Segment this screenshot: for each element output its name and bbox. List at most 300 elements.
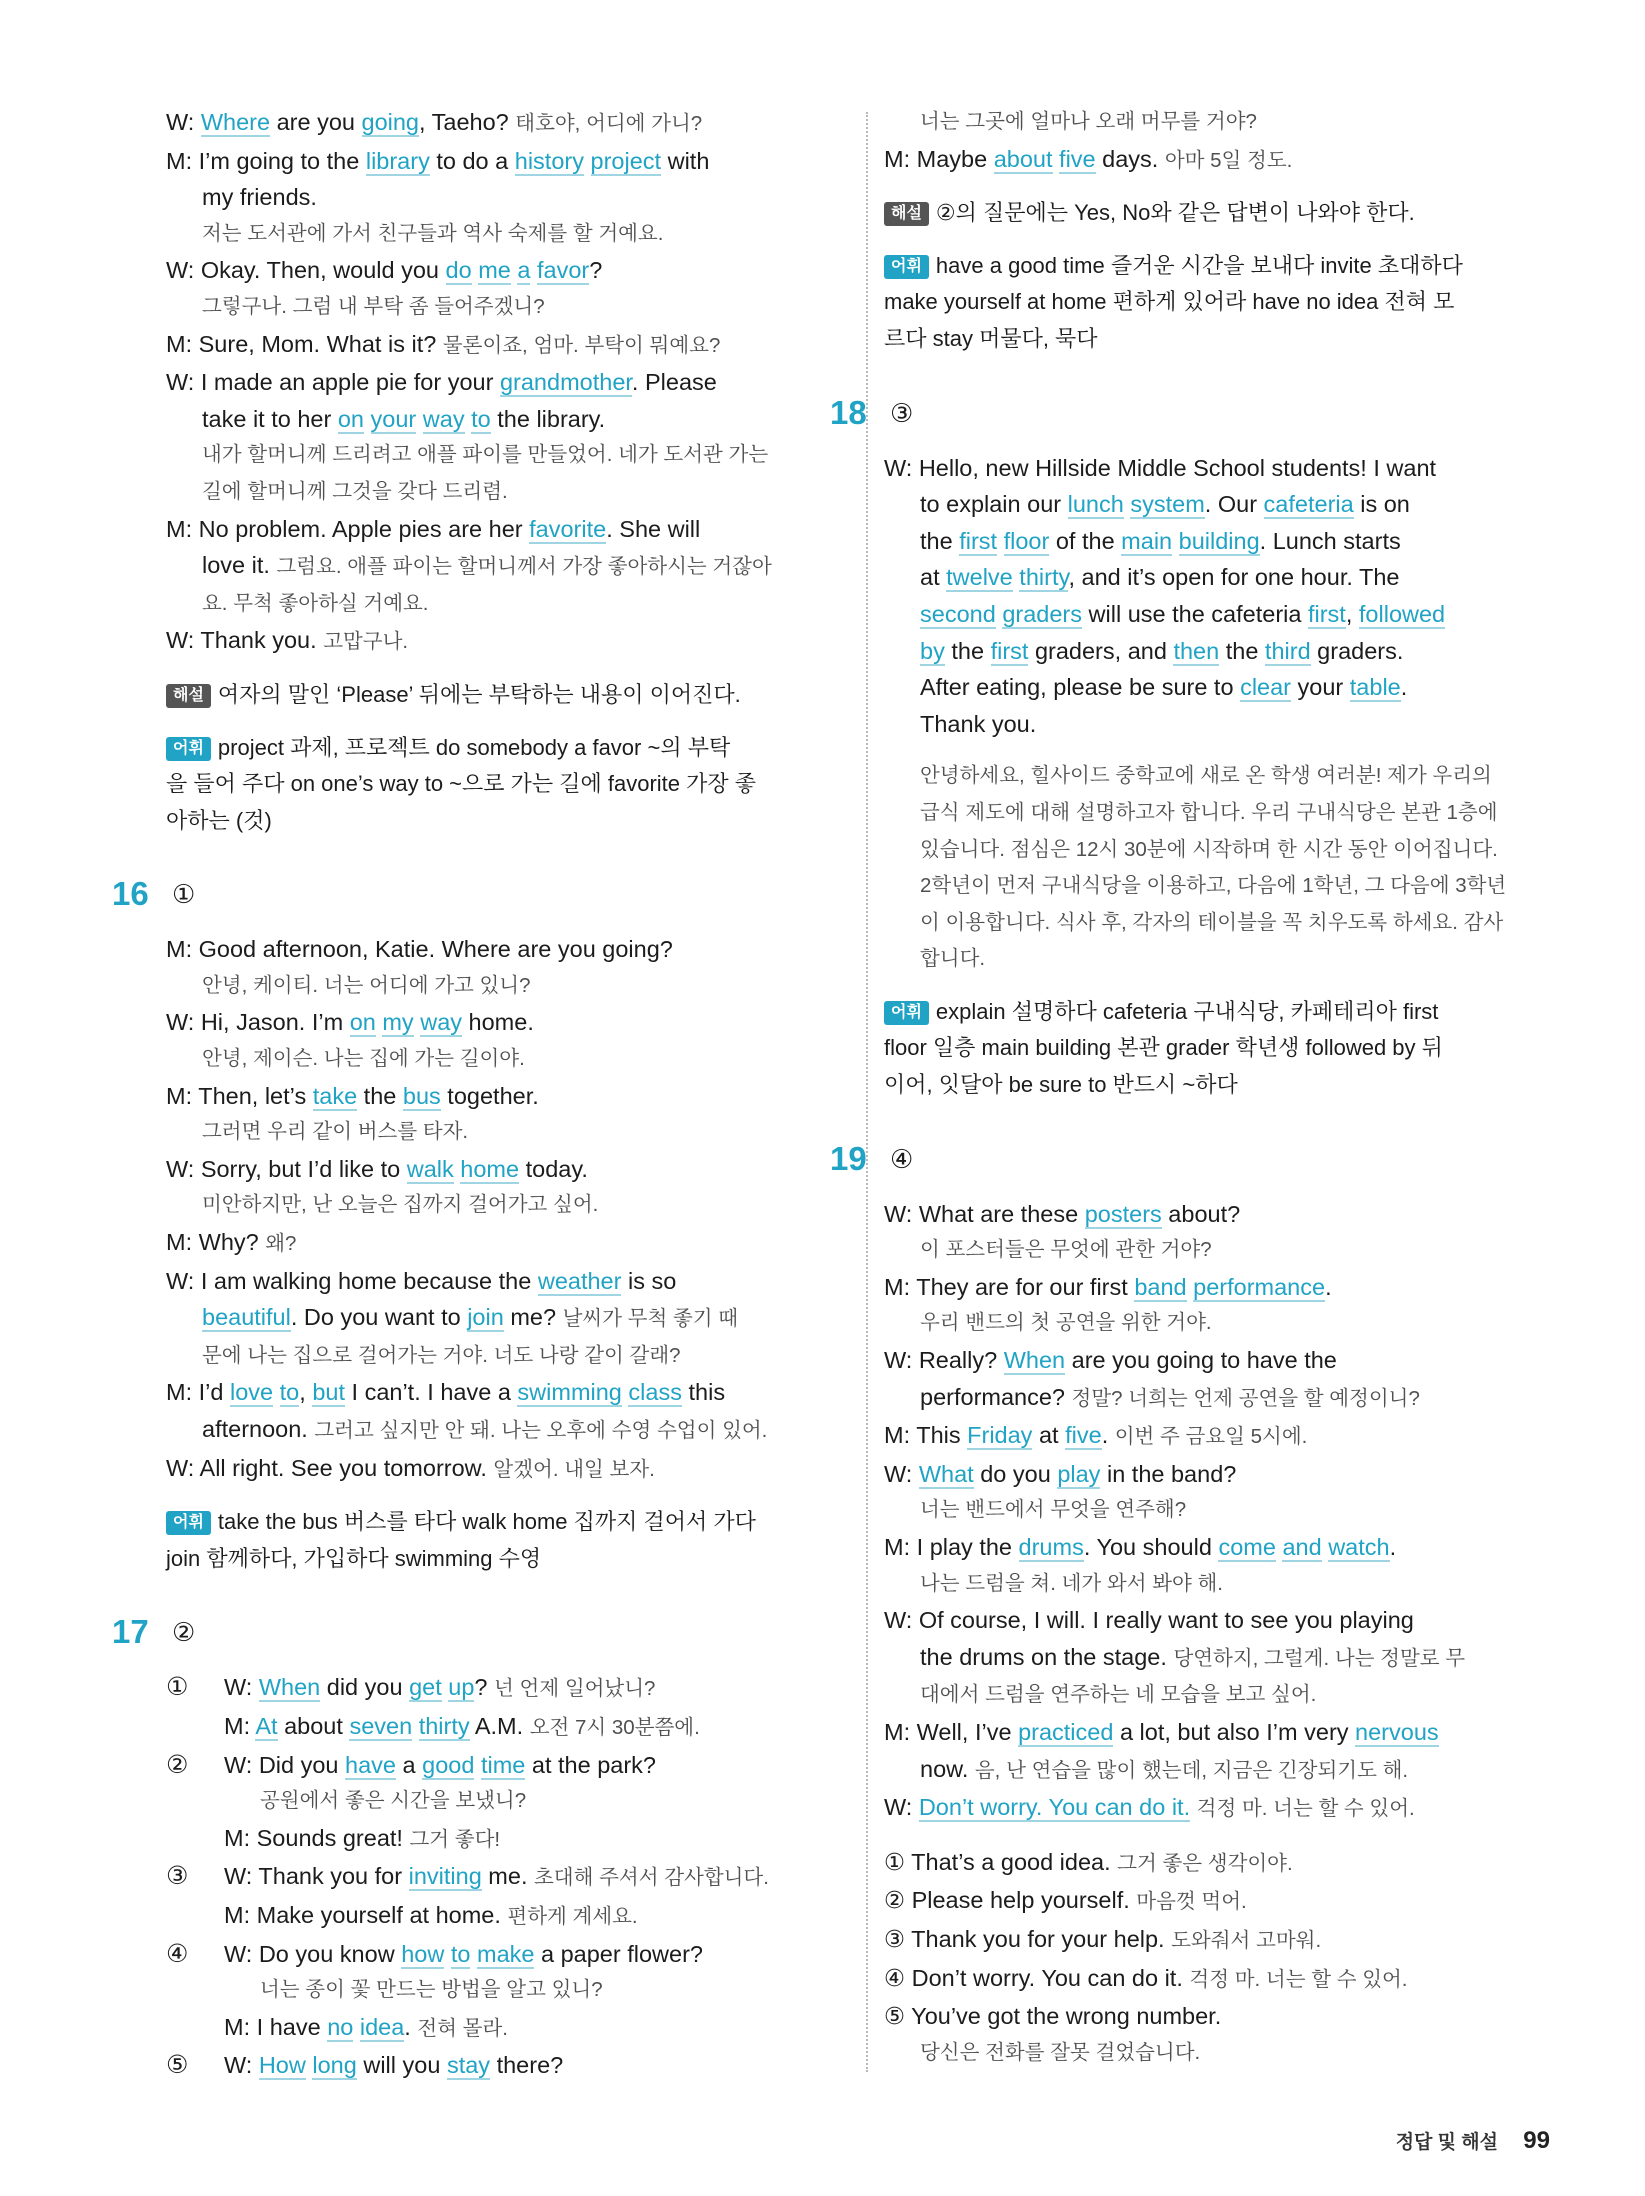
dialogue-line bbox=[884, 1789, 1580, 1828]
blank-answer: a bbox=[517, 257, 531, 284]
text: did you bbox=[320, 1674, 410, 1701]
translation-line bbox=[166, 1972, 858, 2009]
dialogue-16 bbox=[166, 931, 858, 1577]
blank-answer: cafeteria bbox=[1263, 491, 1354, 518]
text: about bbox=[277, 1712, 350, 1739]
translation-line bbox=[166, 968, 858, 1005]
dialogue-17-continued bbox=[884, 104, 1580, 358]
dialogue-line bbox=[166, 1299, 858, 1338]
dialogue-line bbox=[166, 622, 858, 661]
blank-answer: twelve bbox=[946, 564, 1013, 591]
translation-line bbox=[884, 868, 1580, 905]
text bbox=[474, 1752, 481, 1778]
dialogue-line bbox=[884, 1882, 1580, 1921]
text: W: bbox=[884, 1794, 919, 1821]
blank-answer: floor bbox=[1003, 527, 1050, 554]
text: W: Hello, new Hillside Middle School students! I want bbox=[884, 454, 1437, 481]
text: explain 설명하다 cafeteria 구내식당, 카페테리아 first bbox=[935, 998, 1439, 1024]
text: ① That’s a good idea. bbox=[884, 1848, 1118, 1875]
korean-translation: 너는 종이 꽃 만드는 방법을 알고 있니? bbox=[260, 1978, 603, 2002]
text: . bbox=[1325, 1273, 1332, 1300]
translation-line bbox=[884, 1677, 1580, 1714]
spacer bbox=[884, 742, 1580, 758]
dialogue-19 bbox=[884, 1196, 1580, 2072]
answer-mark: ② bbox=[172, 1617, 196, 1648]
dialogue-line bbox=[884, 1529, 1580, 1566]
translation-line bbox=[884, 905, 1580, 942]
blank-answer: posters bbox=[1084, 1200, 1162, 1227]
translation-line bbox=[166, 1783, 858, 1820]
spacer bbox=[884, 1828, 1580, 1844]
text: W: bbox=[166, 109, 201, 135]
translation-line bbox=[884, 832, 1580, 869]
dialogue-line bbox=[884, 1639, 1580, 1678]
note-line bbox=[166, 803, 858, 840]
translation-line bbox=[166, 586, 858, 623]
korean-translation: 왜? bbox=[265, 1232, 297, 1256]
text: graders. bbox=[1310, 637, 1404, 664]
blank-answer: Don’t worry. You can do it. bbox=[918, 1794, 1191, 1821]
korean-translation: 알겠어. 내일 보자. bbox=[493, 1457, 655, 1481]
dialogue-line bbox=[166, 1263, 858, 1300]
page-footer bbox=[1396, 2127, 1550, 2155]
translation-line bbox=[884, 104, 1580, 141]
korean-translation: 그거 좋은 생각이야. bbox=[1117, 1851, 1293, 1875]
blank-answer: have bbox=[345, 1751, 396, 1778]
text bbox=[412, 1713, 419, 1739]
note-line bbox=[884, 1067, 1580, 1104]
korean-translation: 문에 나는 집으로 걸어가는 거야. 너도 나랑 같이 갈래? bbox=[202, 1343, 681, 1367]
blank-answer: me bbox=[478, 257, 511, 284]
blank-answer: come bbox=[1218, 1534, 1276, 1560]
text: days. bbox=[1095, 145, 1165, 172]
translation-line bbox=[884, 1305, 1580, 1342]
dialogue-line bbox=[884, 1269, 1580, 1306]
dialogue-line bbox=[884, 633, 1580, 670]
blank-answer: third bbox=[1264, 637, 1311, 664]
text: is on bbox=[1353, 491, 1410, 518]
blank-answer: library bbox=[365, 147, 430, 174]
text: W: bbox=[224, 2052, 259, 2079]
blank-answer: project bbox=[590, 147, 662, 174]
korean-translation: 안녕, 제이슨. 나는 집에 가는 길이야. bbox=[202, 1047, 525, 1071]
blank-answer: stay bbox=[446, 2052, 491, 2079]
korean-translation: 공원에서 좋은 시간을 보냈니? bbox=[260, 1789, 527, 1813]
text: today. bbox=[519, 1155, 588, 1182]
note-badge: 어휘 bbox=[884, 255, 929, 279]
text: the drums on the stage. bbox=[920, 1643, 1174, 1670]
korean-translation: 길에 할머니께 그것을 갖다 드리렴. bbox=[202, 479, 508, 503]
blank-answer: up bbox=[448, 1674, 475, 1701]
dialogue-line bbox=[166, 547, 858, 586]
note-line bbox=[884, 994, 1580, 1031]
text: ② Please help yourself. bbox=[884, 1887, 1137, 1914]
korean-translation: 2학년이 먼저 구내식당을 이용하고, 다음에 1학년, 그 다음에 3학년 bbox=[920, 874, 1507, 898]
text: the bbox=[1219, 637, 1265, 664]
dialogue-line bbox=[166, 104, 858, 143]
dialogue-line bbox=[166, 326, 858, 365]
option-line bbox=[166, 1747, 858, 1784]
spacer bbox=[166, 714, 858, 730]
text bbox=[444, 1941, 451, 1967]
note-line bbox=[166, 1541, 858, 1578]
blank-answer: second bbox=[920, 600, 996, 627]
text: the bbox=[920, 527, 960, 554]
text: 르다 stay 머물다, 묵다 bbox=[884, 325, 1098, 351]
text: M: Well, I’ve bbox=[884, 1718, 1019, 1745]
blank-answer: performance bbox=[1193, 1273, 1326, 1300]
korean-translation: 오전 7시 30분쯤에. bbox=[529, 1715, 700, 1739]
dialogue-line bbox=[884, 1602, 1580, 1639]
korean-translation: 태호야, 어디에 가니? bbox=[515, 112, 703, 135]
blank-answer: by bbox=[920, 637, 945, 664]
question-number: 16 bbox=[112, 875, 149, 913]
translation-line bbox=[166, 1338, 858, 1375]
text bbox=[364, 406, 371, 432]
korean-translation: 전혀 몰라. bbox=[417, 2016, 508, 2040]
text: ③ Thank you for your help. bbox=[884, 1925, 1172, 1952]
blank-answer: At bbox=[255, 1712, 278, 1739]
question-number: 17 bbox=[112, 1613, 149, 1651]
blank-answer: practiced bbox=[1018, 1718, 1114, 1745]
blank-answer: good bbox=[422, 1751, 475, 1778]
blank-answer: grandmother bbox=[499, 369, 632, 396]
dialogue-line bbox=[166, 401, 858, 438]
text bbox=[353, 2014, 360, 2040]
text: Thank you. bbox=[920, 710, 1037, 737]
dialogue-15-continued bbox=[166, 104, 858, 839]
text: M: I play the bbox=[884, 1534, 1019, 1560]
translation-line bbox=[166, 1041, 858, 1078]
dialogue-line bbox=[884, 1714, 1580, 1751]
korean-translation: 우리 밴드의 첫 공연을 위한 거야. bbox=[920, 1311, 1212, 1335]
korean-translation: 도와줘서 고마워. bbox=[1171, 1928, 1322, 1952]
blank-answer: and bbox=[1282, 1534, 1322, 1560]
text: in the band? bbox=[1100, 1460, 1237, 1487]
note-line bbox=[884, 195, 1580, 232]
note-badge: 어휘 bbox=[166, 737, 211, 761]
translation-line bbox=[884, 1492, 1580, 1529]
text: . Please bbox=[631, 369, 717, 396]
text: home. bbox=[462, 1009, 534, 1036]
blank-answer: nervous bbox=[1355, 1718, 1439, 1745]
text: do you bbox=[973, 1460, 1058, 1487]
question-16-header bbox=[112, 873, 858, 921]
dialogue-line bbox=[884, 669, 1580, 706]
dialogue-line bbox=[166, 1450, 858, 1489]
korean-translation: 저는 도서관에 가서 친구들과 역사 숙제를 할 거예요. bbox=[202, 221, 664, 245]
korean-translation: 그러고 싶지만 안 돼. 나는 오후에 수영 수업이 있어. bbox=[314, 1419, 768, 1442]
text: , bbox=[1345, 600, 1359, 627]
text: M: They are for our first bbox=[884, 1273, 1135, 1300]
blank-answer: no bbox=[327, 2013, 354, 2040]
text: M: Make yourself at home. bbox=[224, 1901, 508, 1928]
text: M: This bbox=[884, 1422, 968, 1449]
option-line bbox=[166, 1936, 858, 1973]
spacer bbox=[166, 661, 858, 677]
blank-answer: How bbox=[258, 2052, 306, 2079]
text: W: bbox=[884, 1460, 919, 1487]
text: W: Do you know bbox=[224, 1940, 402, 1967]
korean-translation: 있습니다. 점심은 12시 30분에 시작하며 한 시간 동안 이어집니다. bbox=[920, 837, 1498, 861]
blank-answer: on bbox=[349, 1009, 376, 1036]
blank-answer: first bbox=[1307, 600, 1346, 627]
blank-answer: home bbox=[460, 1155, 520, 1182]
korean-translation: 정말? 너희는 언제 공연을 할 예정이니? bbox=[1071, 1386, 1420, 1410]
text: W: I made an apple pie for your bbox=[166, 369, 500, 396]
blank-answer: thirty bbox=[1019, 564, 1069, 591]
blank-answer: Where bbox=[200, 109, 271, 135]
dialogue-line bbox=[166, 511, 858, 548]
blank-answer: going bbox=[361, 109, 419, 135]
text: W: Hi, Jason. I’m bbox=[166, 1009, 350, 1036]
text: After eating, please be sure to bbox=[920, 674, 1241, 701]
blank-answer: idea bbox=[359, 2013, 405, 2040]
text: your bbox=[1291, 674, 1350, 701]
text: W: I am walking home because the bbox=[166, 1267, 538, 1294]
blank-answer: favorite bbox=[529, 515, 607, 542]
korean-translation: 미안하지만, 난 오늘은 집까지 걸어가고 싶어. bbox=[202, 1193, 599, 1217]
blank-answer: main bbox=[1121, 527, 1173, 554]
text: , bbox=[299, 1379, 313, 1406]
translation-line bbox=[884, 758, 1580, 795]
dialogue-line bbox=[166, 252, 858, 289]
blank-answer: building bbox=[1178, 527, 1260, 554]
blank-answer: time bbox=[480, 1751, 526, 1778]
translation-line bbox=[166, 474, 858, 511]
dialogue-line bbox=[884, 450, 1580, 487]
blank-answer: to bbox=[279, 1379, 300, 1406]
translation-line bbox=[166, 437, 858, 474]
korean-translation: 고맙구나. bbox=[323, 630, 409, 654]
korean-translation: 안녕하세요, 힐사이드 중학교에 새로 온 학생 여러분! 제가 우리의 bbox=[920, 764, 1492, 788]
dialogue-line bbox=[884, 1379, 1580, 1418]
text: W: Okay. Then, would you bbox=[166, 257, 446, 284]
text: the library. bbox=[490, 405, 606, 432]
text: a bbox=[396, 1751, 423, 1778]
text: love it. bbox=[202, 552, 277, 579]
blank-answer: table bbox=[1349, 674, 1401, 701]
korean-translation: 안녕, 케이티. 너는 어디에 가고 있니? bbox=[202, 973, 531, 997]
blank-answer: but bbox=[312, 1379, 345, 1406]
text: M: Sounds great! bbox=[224, 1824, 410, 1851]
text: at bbox=[920, 564, 947, 591]
text: afternoon. bbox=[202, 1416, 315, 1442]
text: M: Why? bbox=[166, 1229, 266, 1256]
korean-translation: 걱정 마. 너는 할 수 있어. bbox=[1189, 1967, 1408, 1991]
text: me? bbox=[503, 1304, 563, 1331]
dialogue-line bbox=[166, 1708, 858, 1747]
text: . You should bbox=[1083, 1534, 1219, 1560]
text: project 과제, 프로젝트 do somebody a favor ~의 부탁 bbox=[217, 734, 731, 760]
blank-answer: join bbox=[467, 1304, 504, 1331]
text: . Our bbox=[1204, 491, 1264, 518]
option-number: ⑤ bbox=[166, 2051, 189, 2080]
korean-translation: 이 포스터들은 무엇에 관한 거야? bbox=[920, 1238, 1212, 1262]
text: A.M. bbox=[469, 1712, 530, 1739]
blank-answer: lunch bbox=[1067, 491, 1124, 518]
korean-translation: 대에서 드럼을 연주하는 네 모습을 보고 싶어. bbox=[920, 1683, 1317, 1707]
korean-translation: 그럼요. 애플 파이는 할머니께서 가장 좋아하시는 거잖아 bbox=[276, 555, 772, 579]
text: 여자의 말인 ‘Please’ 뒤에는 부탁하는 내용이 이어진다. bbox=[217, 681, 741, 707]
blank-answer: get bbox=[409, 1674, 442, 1701]
text: are you going to have the bbox=[1065, 1347, 1337, 1374]
text: will you bbox=[356, 2052, 447, 2079]
dialogue-line bbox=[884, 1998, 1580, 2035]
text: . bbox=[1400, 674, 1408, 701]
text: the bbox=[357, 1082, 403, 1109]
blank-answer: favor bbox=[537, 257, 590, 284]
text: ⑤ You’ve got the wrong number. bbox=[884, 2003, 1222, 2030]
text: is so bbox=[621, 1267, 677, 1294]
text: ④ Don’t worry. You can do it. bbox=[884, 1964, 1190, 1991]
dialogue-17-options bbox=[166, 1669, 858, 2084]
dialogue-line bbox=[166, 364, 858, 401]
answer-mark: ③ bbox=[890, 397, 914, 428]
blank-answer: When bbox=[258, 1674, 321, 1701]
blank-answer: watch bbox=[1328, 1534, 1390, 1560]
korean-translation: 그렇구나. 그럼 내 부탁 좀 들어주겠니? bbox=[202, 294, 545, 318]
note-line bbox=[166, 677, 858, 714]
blank-answer: Friday bbox=[967, 1422, 1033, 1449]
note-line bbox=[884, 321, 1580, 358]
korean-translation: 그러면 우리 같이 버스를 타자. bbox=[202, 1120, 469, 1144]
blank-answer: first bbox=[959, 527, 998, 554]
blank-answer: way bbox=[422, 405, 465, 432]
note-line bbox=[166, 766, 858, 803]
korean-translation: 편하게 계세요. bbox=[507, 1904, 638, 1928]
text: to do a bbox=[429, 147, 515, 174]
text: W: Really? bbox=[884, 1347, 1004, 1374]
korean-translation: 이 이용합니다. 식사 후, 각자의 테이블을 꼭 치우도록 하세요. 감사 bbox=[920, 910, 1504, 934]
text: me. bbox=[481, 1863, 534, 1890]
text: about? bbox=[1161, 1200, 1241, 1227]
text: take the bus 버스를 타다 walk home 집까지 걸어서 가다 bbox=[217, 1509, 756, 1535]
text bbox=[1172, 528, 1179, 554]
text: ? bbox=[474, 1674, 495, 1701]
text: . Do you want to bbox=[290, 1304, 468, 1331]
question-19-header bbox=[830, 1138, 1580, 1186]
question-number: 18 bbox=[830, 393, 867, 431]
option-number: ① bbox=[166, 1673, 189, 1702]
option-line bbox=[166, 1858, 858, 1897]
text: W: Did you bbox=[224, 1751, 346, 1778]
dialogue-line bbox=[884, 706, 1580, 743]
blank-answer: swimming bbox=[517, 1379, 622, 1406]
blank-answer: my bbox=[382, 1009, 414, 1036]
blank-answer: What bbox=[918, 1460, 974, 1487]
announcement-18 bbox=[884, 450, 1580, 1104]
dialogue-line bbox=[166, 1078, 858, 1115]
blank-answer: walk bbox=[406, 1155, 454, 1182]
text: 아하는 (것) bbox=[166, 807, 272, 833]
blank-answer: love bbox=[229, 1379, 274, 1406]
dialogue-line bbox=[166, 1411, 858, 1450]
text: will use the cafeteria bbox=[1082, 600, 1308, 627]
dialogue-line bbox=[884, 1196, 1580, 1233]
dialogue-line bbox=[166, 179, 858, 216]
dialogue-line bbox=[884, 1751, 1580, 1790]
text: 을 들어 주다 on one’s way to ~으로 가는 길에 favorite 가장 좋 bbox=[166, 771, 757, 797]
text: now. bbox=[920, 1755, 975, 1782]
text: this bbox=[681, 1379, 726, 1406]
blank-answer: then bbox=[1173, 637, 1220, 664]
text: . bbox=[1101, 1422, 1115, 1449]
question-17-header bbox=[112, 1611, 858, 1659]
text: to explain our bbox=[920, 491, 1068, 518]
translation-line bbox=[884, 2035, 1580, 2072]
blank-answer: five bbox=[1059, 145, 1096, 172]
dialogue-line bbox=[884, 1960, 1580, 1999]
blank-answer: weather bbox=[537, 1267, 622, 1294]
text: make yourself at home 편하게 있어라 have no idea 전혀 모 bbox=[884, 289, 1455, 315]
blank-answer: followed bbox=[1358, 600, 1446, 627]
text: my friends. bbox=[202, 184, 317, 211]
option-number: ④ bbox=[166, 1939, 189, 1968]
text: ②의 질문에는 Yes, No와 같은 답변이 나와야 한다. bbox=[935, 200, 1415, 226]
blank-answer: play bbox=[1057, 1460, 1101, 1487]
text: . Lunch starts bbox=[1259, 527, 1401, 554]
text bbox=[584, 148, 591, 174]
text: M: Good afternoon, Katie. Where are you going? bbox=[166, 936, 673, 963]
spacer bbox=[884, 232, 1580, 248]
korean-translation: 당연하지, 그럴게. 나는 정말로 무 bbox=[1173, 1646, 1466, 1670]
blank-answer: graders bbox=[1002, 600, 1082, 627]
text: join 함께하다, 가입하다 swimming 수영 bbox=[166, 1545, 542, 1571]
question-18-header bbox=[830, 392, 1580, 440]
footer-label: 정답 및 해설 bbox=[1395, 2132, 1499, 2153]
blank-answer: to bbox=[450, 1940, 471, 1967]
blank-answer: class bbox=[628, 1379, 682, 1406]
korean-translation: 걱정 마. 너는 할 수 있어. bbox=[1196, 1797, 1415, 1821]
blank-answer: drums bbox=[1018, 1534, 1084, 1560]
translation-line bbox=[884, 1232, 1580, 1269]
blank-answer: your bbox=[370, 405, 417, 432]
note-badge: 어휘 bbox=[884, 1001, 929, 1025]
text: at the park? bbox=[525, 1751, 656, 1778]
dialogue-line bbox=[166, 1004, 858, 1041]
blank-answer: clear bbox=[1240, 674, 1291, 701]
korean-translation: 초대해 주셔서 감사합니다. bbox=[534, 1866, 769, 1890]
translation-line bbox=[884, 941, 1580, 978]
dialogue-line bbox=[884, 1921, 1580, 1960]
dialogue-line bbox=[166, 1151, 858, 1188]
spacer bbox=[884, 179, 1580, 195]
blank-answer: system bbox=[1130, 491, 1205, 518]
korean-translation: 내가 할머니께 드리려고 애플 파이를 만들었어. 네가 도서관 가는 bbox=[202, 443, 769, 467]
korean-translation: 날씨가 무척 좋기 때 bbox=[562, 1307, 739, 1331]
translation-line bbox=[166, 289, 858, 326]
blank-answer: inviting bbox=[408, 1863, 482, 1890]
spacer bbox=[166, 1488, 858, 1504]
korean-translation: 당신은 전화를 잘못 걸었습니다. bbox=[920, 2040, 1201, 2064]
korean-translation: 이번 주 금요일 5시에. bbox=[1114, 1425, 1308, 1449]
text: M: Sure, Mom. What is it? bbox=[166, 330, 443, 357]
text: M: I’m going to the bbox=[166, 147, 366, 174]
korean-translation: 급식 제도에 대해 설명하고자 합니다. 우리 구내식당은 본관 1층에 bbox=[920, 800, 1498, 824]
blank-answer: do bbox=[445, 257, 472, 284]
blank-answer: about bbox=[993, 145, 1053, 172]
text: floor 일층 main building 본관 grader 학년생 followed by 뒤 bbox=[884, 1035, 1443, 1061]
text: M: No problem. Apple pies are her bbox=[166, 515, 530, 542]
text: W: All right. See you tomorrow. bbox=[166, 1454, 494, 1481]
dialogue-line bbox=[166, 931, 858, 968]
note-line bbox=[884, 248, 1580, 285]
text: W: Thank you for bbox=[224, 1863, 409, 1890]
text: . bbox=[1389, 1534, 1397, 1560]
question-number: 19 bbox=[830, 1139, 867, 1177]
dialogue-line bbox=[884, 559, 1580, 596]
